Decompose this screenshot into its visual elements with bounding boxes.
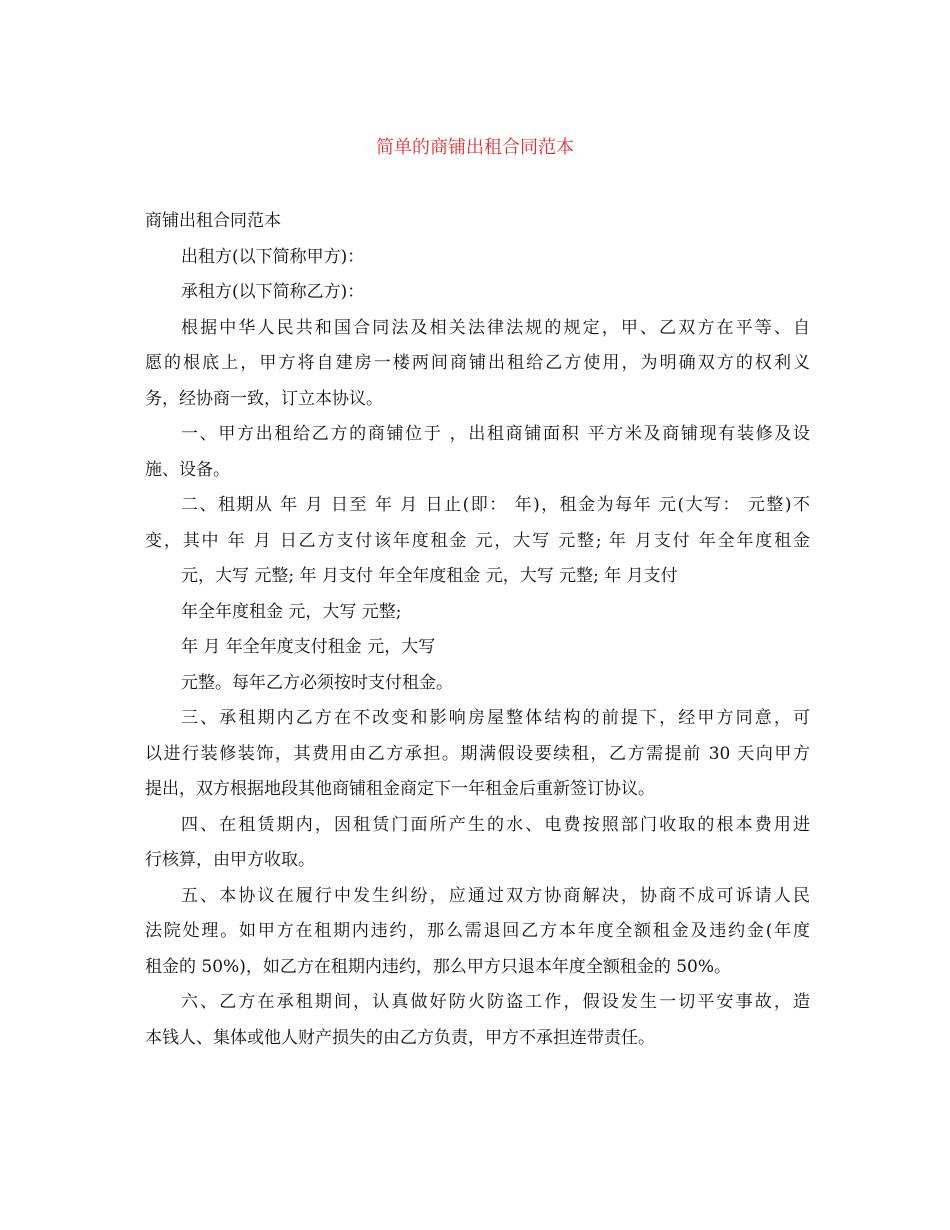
document-line: 年 月 年全年度支付租金 元，大写	[181, 637, 436, 657]
document-line: 承租方(以下简称乙方)：	[181, 282, 365, 302]
document-line: 变，其中 年 月 日乙方支付该年度租金 元，大写 元整; 年 月支付 年全年度租金	[145, 530, 810, 551]
document-line: 五、本协议在履行中发生纠纷，应通过双方协商解决，协商不成可诉请人民	[181, 885, 810, 906]
document-line: 二、租期从 年 月 日至 年 月 日止(即： 年)，租金为每年 元(大写： 元整)不	[181, 495, 810, 515]
document-line: 根据中华人民共和国合同法及相关法律法规的规定，甲、乙双方在平等、自	[181, 317, 810, 338]
document-line: 施、设备。	[145, 459, 230, 480]
document-line: 行核算，由甲方收取。	[145, 850, 315, 870]
document-title: 简单的商铺出租合同范本	[376, 137, 574, 158]
document-line: 四、在租赁期内，因租赁门面所产生的水、电费按照部门收取的根本费用进	[181, 814, 810, 835]
document-line: 出租方(以下简称甲方)：	[181, 246, 365, 267]
document-line: 愿的根底上，甲方将自建房一楼两间商铺出租给乙方使用，为明确双方的权利义	[145, 353, 810, 373]
document-line: 一、甲方出租给乙方的商铺位于 ，出租商铺面积 平方米及商铺现有装修及设	[181, 424, 810, 444]
document-line: 年全年度租金 元，大写 元整;	[181, 601, 402, 622]
document-line: 务，经协商一致，订立本协议。	[145, 388, 383, 409]
document-line: 元，大写 元整; 年 月支付 年全年度租金 元，大写 元整; 年 月支付	[181, 566, 678, 586]
document-line: 提出，双方根据地段其他商铺租金商定下一年租金后重新签订协议。	[145, 779, 655, 799]
document-body	[145, 204, 810, 1056]
document-line: 元整。每年乙方必须按时支付租金。	[181, 672, 453, 693]
document-line: 租金的 50%)，如乙方在租期内违约，那么甲方只退本年度全额租金的 50%。	[145, 956, 732, 977]
document-line: 三、承租期内乙方在不改变和影响房屋整体结构的前提下，经甲方同意，可	[181, 708, 810, 728]
document-line: 六、乙方在承租期间，认真做好防火防盗工作，假设发生一切平安事故，造	[181, 992, 810, 1012]
document-line: 商铺出租合同范本	[145, 211, 281, 231]
document-line: 本钱人、集体或他人财产损失的由乙方负责，甲方不承担连带责任。	[145, 1027, 655, 1048]
document-line: 法院处理。如甲方在租期内违约，那么需退回乙方本年度全额租金及违约金(年度	[145, 921, 810, 941]
document-line: 以进行装修装饰，其费用由乙方承担。期满假设要续租，乙方需提前 30 天向甲方	[145, 743, 810, 764]
